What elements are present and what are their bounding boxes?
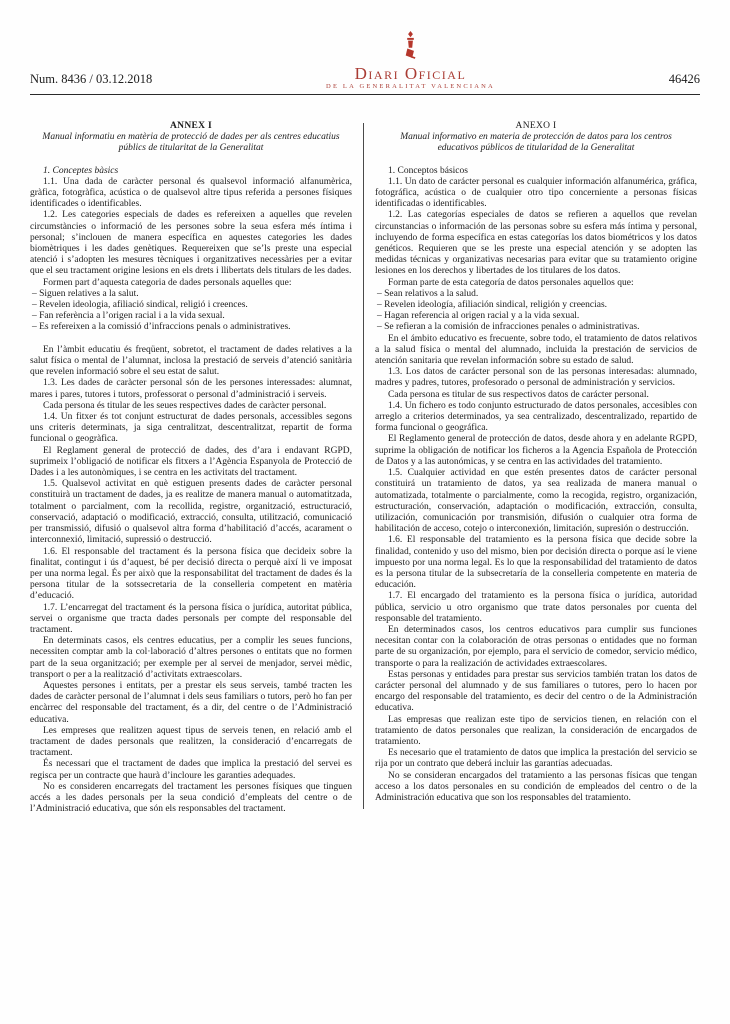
list-item: – Es refereixen a la comissió d’infraccions penals o administratives. [32,322,291,333]
paragraph: 1.3. Los datos de carácter personal son de las personas interesadas: alumnado, madres y padres, tutores, profesorado o personal de administración y servicios. [375,367,697,389]
masthead-subtitle: DE LA GENERALITAT VALENCIANA [326,82,495,90]
page-header [30,38,700,88]
list-item: – Revelen ideología, afiliación sindical, religión y creencias. [377,300,608,311]
paragraph: 1.3. Les dades de caràcter personal són de les persones interessades: alumnat, mares i pares, tutores i tutors, professorat o personal d’administració i serveis. [30,378,352,400]
paragraph: Les empreses que realitzen aquest tipus de serveis tenen, en relació amb el tractament de dades personals que realitzen, la consideració d’encarregats de tractament. [30,725,352,759]
list-item: – Se refieran a la comisión de infracciones penales o administrativas. [377,322,640,333]
left-column-valencian [30,121,352,815]
paragraph: El Reglament general de protecció de dades, des d’ara i endavant RGPD, suprimeix l’obligació de notificar els fitxers a l’Agència Espanyola de Protecció de Dades i a les autonòmiques, i se centra en les activitats del tractament. [30,445,352,479]
paragraph: 1.5. Qualsevol activitat en què estiguen presents dades de caràcter personal constituirà un tractament de dades, ja es realitze de manera manual o automatitzada, totalment o parcialment, com la recollida, registre, organització, estructuració, conservació, adaptació o modificació, extracció, consulta, utilització, comunicació per transmissió, difusió o qualsevol altra forma d’habilitació d’accés, acarament o interconnexió, limitació, supressió o destrucció. [30,479,352,546]
paragraph: 1.4. Un fitxer és tot conjunt estructurat de dades personals, accessibles segons uns criteris determinats, ja siga centralitzat, descentralitzat, repartit de forma funcional o geogràfica. [30,412,352,445]
paragraph: Las empresas que realizan este tipo de servicios tienen, en relación con el tratamiento de datos personales que realizan, la consideración de encargados de tratamiento. [375,714,697,747]
list-item: – Revelen ideologia, afiliació sindical, religió i creences. [32,300,248,311]
paragraph: Formen part d’aquesta categoria de dades personals aquelles que: [43,277,292,288]
issue-number: Num. 8436 / 03.12.2018 [30,71,153,86]
list-item: – Fan referència a l’origen racial i a la vida sexual. [32,311,225,322]
paragraph: 1.7. L’encarregat del tractament és la persona física o jurídica, autoritat pública, servei o organisme que tracta dades personals per compte del responsable del tractament. [30,602,352,635]
paragraph: Cada persona es titular de sus respectivos datos de carácter personal. [388,389,649,400]
annex-title-left: ANNEX I [170,121,212,131]
paragraph: 1.1. Una dada de caràcter personal és qualsevol informació alfanumèrica, gràfica, fotogràfica, acústica o de qualsevol altre tipus referida a persones físiques identificades o identificables. [30,176,352,210]
paragraph: 1.5. Cualquier actividad en que estén presentes datos de carácter personal constituirá un tratamiento de datos, ya sea realizada de manera manual o automatizada, totalmente o parcialmente, como la recogida, registro, organización, estructuración, conservación, adaptación o modificación, extracción, consulta, utilización, comunicación por transmisión, difusión o cualquier otra forma de habilitación de acceso, cotejo o interconexión, limitación, supresión o destrucción. [375,468,697,535]
paragraph: 1.7. El encargado del tratamiento es la persona física o jurídica, autoridad pública, servicio u otro organismo que trate datos personales por cuenta del responsable del tratamiento. [375,591,697,624]
paragraph: No es consideren encarregats del tractament les persones físiques que tinguen accés a les dades personals per la seua condició d’empleats del centre o de l’Administració educativa, que són els responsables del tractament. [30,781,352,815]
list-item: – Siguen relatives a la salut. [32,288,139,299]
paragraph: Es necesario que el tratamiento de datos que implica la prestación del servicio se rija por un contrato que deberá incluir las garantías adecuadas. [375,748,697,770]
page-number: 46426 [668,71,700,86]
paragraph: 1.2. Les categories especials de dades es refereixen a aquelles que revelen circumstàncies o informació de les persones sobre la seua esfera més íntima i personal; s’inclouen de manera específica en aquestes categories les dades biomètriques i les dades genètiques. Requereixen que se’ls preste una especial atenció i s’adopten les mesures tècniques i organitzatives necessàries per a evitar que el seu tractament origine lesions en els drets i llibertats dels titulars de les dades. [30,210,352,277]
paragraph: Cada persona és titular de les seues respectives dades de caràcter personal. [43,400,327,411]
left-column-paragraphs [30,166,352,816]
column-divider [363,123,364,809]
right-column-paragraphs [375,166,697,805]
paragraph: 1.1. Un dato de carácter personal es cualquier información alfanumérica, gráfica, fotográfica, acústica o de cualquier otro tipo concerniente a personas físicas identificadas o identificables. [375,176,697,210]
annex-subtitle-right: Manual informativo en materia de protección de datos para los centros educativos públicos de titularidad de la Generalitat [400,132,672,154]
paragraph: En l’àmbit educatiu és freqüent, sobretot, el tractament de dades relatives a la salut física o mental de l’alumnat, inclosa la prestació de serveis d’atenció sanitària que revelen informació sobre el seu estat de salut. [30,344,352,378]
paragraph: En determinados casos, los centros educativos para cumplir sus funciones necesitan contar con la colaboración de otras personas o entidades que no forman parte de su organización, por ejemplo, para el servicio de comedor, servicio médico, transporte o para la realización de actividades extraescolares. [375,624,697,669]
paragraph: Forman parte de esta categoría de datos personales aquellos que: [388,277,634,288]
paragraph: En el ámbito educativo es frecuente, sobre todo, el tratamiento de datos relativos a la salud física o mental del alumnado, incluida la prestación de servicios de atención sanitaria que revelan información sobre su estado de salud. [375,333,697,367]
generalitat-emblem-icon [403,31,418,64]
paragraph: 1.6. El responsable del tractament és la persona física que decideix sobre la finalitat, contingut i ús d’aquest, bé per decisió directa o perquè així li ve imposat per una norma legal. És per això que la responsabilitat del tractament de dades és la persona titular de la sotssecretaria de la conselleria competent en matèria d’educació. [30,546,352,602]
header-rule [30,94,700,95]
section-heading: 1. Conceptes bàsics [43,165,119,176]
masthead [326,31,495,91]
paragraph: 1.2. Las categorías especiales de datos se refieren a aquellos que revelan circunstancias o información de las personas sobre su esfera más íntima y personal, incluyendo de forma específica en estas categorías los datos biométricos y los datos genéticos. Requieren que se les preste una especial atención y se adopten las medidas técnicas y organizativas necesarias para evitar que su tratamiento origine lesiones en los derechos y libertades de los titulares de los datos. [375,210,697,277]
masthead-title: Diari Oficial [354,63,467,83]
annex-title-right: ANEXO I [515,121,557,131]
paragraph: Estas personas y entidades para prestar sus servicios también tratan los datos de carácter personal del alumnado y de sus familiares o tutores, pero lo hacen por encargo del responsable del tratamiento, es decir del centro o de la Administración educativa. [375,669,697,714]
paragraph: No se consideran encargados del tratamiento a las personas físicas que tengan acceso a los datos personales en su condición de empleados del centro o de la Administración educativa que son los responsables del tratamiento. [375,770,697,803]
paragraph: És necessari que el tractament de dades que implica la prestació del servei es regisca per un contracte que haurà d’incloure les garanties adequades. [30,759,352,781]
annex-subtitle-left: Manual informatiu en matèria de protecció de dades per als centres educatius públics de titularitat de la Generalitat [42,132,340,154]
paragraph-spacer [30,334,352,345]
paragraph: 1.6. El responsable del tratamiento es la persona física que decide sobre la finalidad, contenido y uso del mismo, bien por decisión directa o porque así le viene impuesto por una norma legal. Es lo que la responsabilidad del tratamiento de datos es la persona titular de la subsecretaría de la conselleria competente en materia de educación. [375,535,697,591]
list-item: – Hagan referencia al origen racial y a la vida sexual. [377,311,580,322]
section-heading: 1. Conceptos básicos [388,165,468,176]
two-column-body [30,121,700,815]
paragraph: En determinats casos, els centres educatius, per a complir les seues funcions, necessiten comptar amb la col·laboració d’altres persones o entitats que no formen part de la seua organització; per exemple per al servei de menjador, servei mèdic, transport o per a la realització d’activitats extraescolars. [30,636,352,680]
right-column-spanish [375,121,697,815]
paragraph: Aquestes persones i entitats, per a prestar els seus serveis, també tracten les dades de caràcter personal de l’alumnat i dels seus familiars o tutors, però ho fan per encàrrec del responsable del tractament, és a dir, del centre o de l’Administració educativa. [30,680,352,725]
paragraph: 1.4. Un fichero es todo conjunto estructurado de datos personales, accesibles con arreglo a criterios determinados, ya sea centralizado, descentralizado, repartido de forma funcional o geográfica. [375,400,697,434]
paragraph: El Reglamento general de protección de datos, desde ahora y en adelante RGPD, suprime la obligación de notificar los ficheros a la Agencia Española de Protección de Datos y a las autonómicas, y se centra en las actividades del tratamiento. [375,434,697,467]
list-item: – Sean relativos a la salud. [377,288,479,299]
